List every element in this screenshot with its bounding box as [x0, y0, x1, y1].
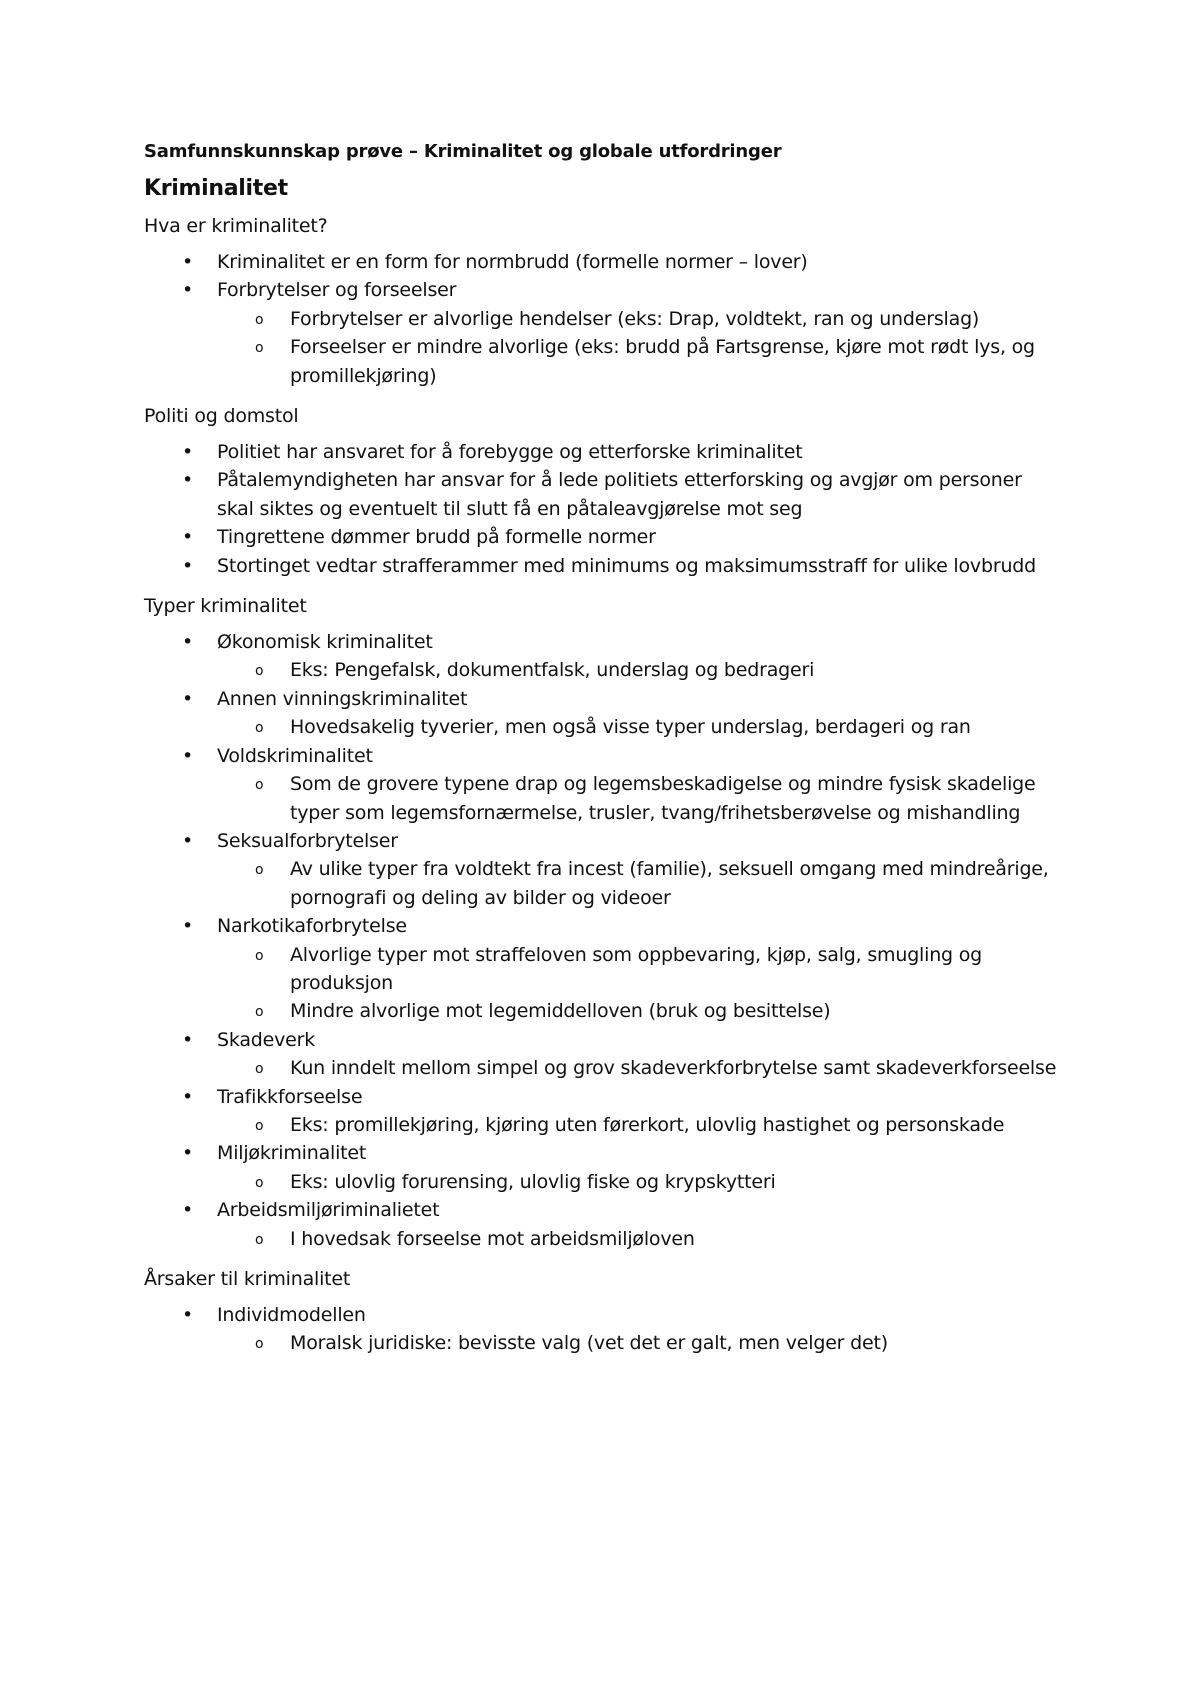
list-item-text: Påtalemyndigheten har ansvar for å lede politiets etterforsking og avgjør om personer skal siktes og eventuelt til slutt få en påtaleavgjørelse mot seg: [217, 469, 1022, 520]
bullet-icon: •: [182, 1085, 194, 1108]
sub-list-item: [217, 941, 1064, 998]
sub-list-item-text: I hovedsak forseelse mot arbeidsmiljøloven: [290, 1227, 695, 1250]
sub-list-item-text: Av ulike typer fra voldtekt fra incest (familie), seksuell omgang med mindreårige, pornografi og deling av bilder og videoer: [290, 858, 1049, 909]
bullet-list: [144, 248, 1064, 390]
list-item: [144, 1301, 1064, 1358]
bullet-icon: •: [182, 1304, 194, 1326]
sub-list-item-text: Eks: Pengefalsk, dokumentfalsk, underslag og bedrageri: [290, 659, 815, 682]
bullet-list: [144, 1301, 1064, 1358]
circle-bullet-icon: o: [255, 947, 264, 964]
circle-bullet-icon: o: [255, 663, 264, 680]
document-section: [144, 402, 1064, 580]
sub-list-item: [217, 1054, 1064, 1082]
list-item-text: Voldskriminalitet: [217, 744, 373, 767]
subsection-title: Hva er kriminalitet?: [144, 215, 328, 237]
sub-list-item-text: Mindre alvorlige mot legemiddelloven (bruk og besittelse): [290, 1000, 831, 1023]
sub-list-item-text: Eks: ulovlig forurensing, ulovlig fiske og krypskytteri: [290, 1170, 776, 1193]
list-item: [144, 827, 1064, 912]
bullet-icon: •: [182, 915, 194, 938]
circle-bullet-icon: o: [255, 720, 264, 737]
sub-list-item-text: Forbrytelser er alvorlige hendelser (eks: Drap, voldtekt, ran og underslag): [290, 307, 980, 330]
document-page: [144, 138, 1064, 1358]
list-item-text: Økonomisk kriminalitet: [217, 631, 433, 654]
bullet-icon: •: [182, 526, 194, 549]
list-item: [144, 742, 1064, 827]
sub-list-item-text: Kun inndelt mellom simpel og grov skadeverkforbrytelse samt skadeverkforseelse: [290, 1057, 1057, 1080]
list-item-text: Individmodellen: [217, 1304, 366, 1326]
sub-list-item: [217, 1225, 1064, 1253]
sub-bullet-list: [217, 1329, 1064, 1357]
list-item: [144, 912, 1064, 1026]
subsection-title: Typer kriminalitet: [144, 595, 307, 618]
sub-list-item-text: Alvorlige typer mot straffeloven som oppbevaring, kjøp, salg, smugling og produksjon: [290, 943, 983, 994]
circle-bullet-icon: o: [255, 862, 264, 879]
bullet-icon: •: [182, 554, 194, 577]
circle-bullet-icon: o: [255, 1231, 264, 1248]
sub-list-item: [217, 997, 1064, 1025]
sub-list-item: [217, 770, 1064, 827]
bullet-list: [144, 628, 1064, 1253]
list-item: [144, 1196, 1064, 1253]
sub-bullet-list: [217, 713, 1064, 741]
list-item: [144, 466, 1064, 523]
sub-bullet-list: [217, 941, 1064, 1026]
sub-bullet-list: [217, 855, 1064, 912]
bullet-icon: •: [182, 687, 194, 710]
document-body: [144, 212, 1064, 1358]
circle-bullet-icon: o: [255, 340, 264, 357]
list-item-text: Tingrettene dømmer brudd på formelle normer: [217, 526, 656, 549]
document-section: [144, 1265, 1064, 1358]
sub-list-item: [217, 333, 1064, 390]
sub-bullet-list: [217, 770, 1064, 827]
list-item-text: Seksualforbrytelser: [217, 829, 398, 852]
list-item-text: Stortinget vedtar strafferammer med minimums og maksimumsstraff for ulike lovbrudd: [217, 554, 1037, 577]
list-item-text: Miljøkriminalitet: [217, 1142, 367, 1165]
sub-list-item: [217, 656, 1064, 684]
sub-list-item-text: Forseelser er mindre alvorlige (eks: brudd på Fartsgrense, kjøre mot rødt lys, og promillekjøring): [290, 336, 1035, 387]
document-section: [144, 212, 1064, 390]
circle-bullet-icon: o: [255, 1004, 264, 1021]
circle-bullet-icon: o: [255, 1061, 264, 1078]
circle-bullet-icon: o: [255, 1336, 264, 1353]
list-item-text: Politiet har ansvaret for å forebygge og etterforske kriminalitet: [217, 441, 803, 464]
sub-list-item-text: Eks: promillekjøring, kjøring uten førerkort, ulovlig hastighet og personskade: [290, 1113, 1005, 1136]
sub-bullet-list: [217, 1054, 1064, 1082]
sub-list-item-text: Moralsk juridiske: bevisste valg (vet det er galt, men velger det): [290, 1332, 888, 1355]
list-item: [144, 523, 1064, 551]
list-item: [144, 438, 1064, 466]
list-item: [144, 248, 1064, 276]
list-item-text: Kriminalitet er en form for normbrudd (formelle normer – lover): [217, 251, 808, 273]
list-item-text: Skadeverk: [217, 1028, 316, 1051]
list-item-text: Arbeidsmiljøriminalietet: [217, 1199, 440, 1222]
sub-bullet-list: [217, 1111, 1064, 1139]
section-heading: Kriminalitet: [144, 176, 288, 201]
bullet-icon: •: [182, 1199, 194, 1222]
bullet-icon: •: [182, 1142, 194, 1165]
bullet-list: [144, 438, 1064, 580]
subsection-title: Årsaker til kriminalitet: [144, 1268, 351, 1290]
circle-bullet-icon: o: [255, 1174, 264, 1191]
sub-bullet-list: [217, 656, 1064, 684]
circle-bullet-icon: o: [255, 1117, 264, 1134]
bullet-icon: •: [182, 744, 194, 767]
sub-bullet-list: [217, 305, 1064, 390]
list-item: [144, 1083, 1064, 1140]
subsection-title: Politi og domstol: [144, 405, 299, 428]
list-item-text: Forbrytelser og forseelser: [217, 279, 457, 302]
list-item: [144, 1026, 1064, 1083]
sub-list-item: [217, 713, 1064, 741]
list-item: [144, 276, 1064, 390]
list-item-text: Narkotikaforbrytelse: [217, 915, 407, 938]
list-item: [144, 1139, 1064, 1196]
list-item: [144, 685, 1064, 742]
sub-list-item-text: Hovedsakelig tyverier, men også visse typer underslag, berdageri og ran: [290, 716, 971, 739]
bullet-icon: •: [182, 829, 194, 852]
bullet-icon: •: [182, 279, 194, 302]
document-title: Samfunnskunnskap prøve – Kriminalitet og globale utfordringer: [144, 141, 782, 162]
bullet-icon: •: [182, 631, 194, 654]
circle-bullet-icon: o: [255, 311, 264, 328]
bullet-icon: •: [182, 469, 194, 492]
list-item-text: Trafikkforseelse: [217, 1085, 363, 1108]
sub-list-item: [217, 305, 1064, 333]
bullet-icon: •: [182, 1028, 194, 1051]
sub-list-item: [217, 1111, 1064, 1139]
list-item: [144, 628, 1064, 685]
circle-bullet-icon: o: [255, 777, 264, 794]
list-item: [144, 552, 1064, 580]
sub-bullet-list: [217, 1225, 1064, 1253]
sub-list-item: [217, 1168, 1064, 1196]
document-section: [144, 592, 1064, 1253]
bullet-icon: •: [182, 251, 194, 273]
list-item-text: Annen vinningskriminalitet: [217, 687, 468, 710]
sub-list-item: [217, 1329, 1064, 1357]
sub-list-item: [217, 855, 1064, 912]
sub-list-item-text: Som de grovere typene drap og legemsbeskadigelse og mindre fysisk skadelige typer som legemsfornærmelse, trusler, tvang/frihetsberøvelse og mishandling: [290, 773, 1036, 824]
sub-bullet-list: [217, 1168, 1064, 1196]
bullet-icon: •: [182, 441, 194, 464]
